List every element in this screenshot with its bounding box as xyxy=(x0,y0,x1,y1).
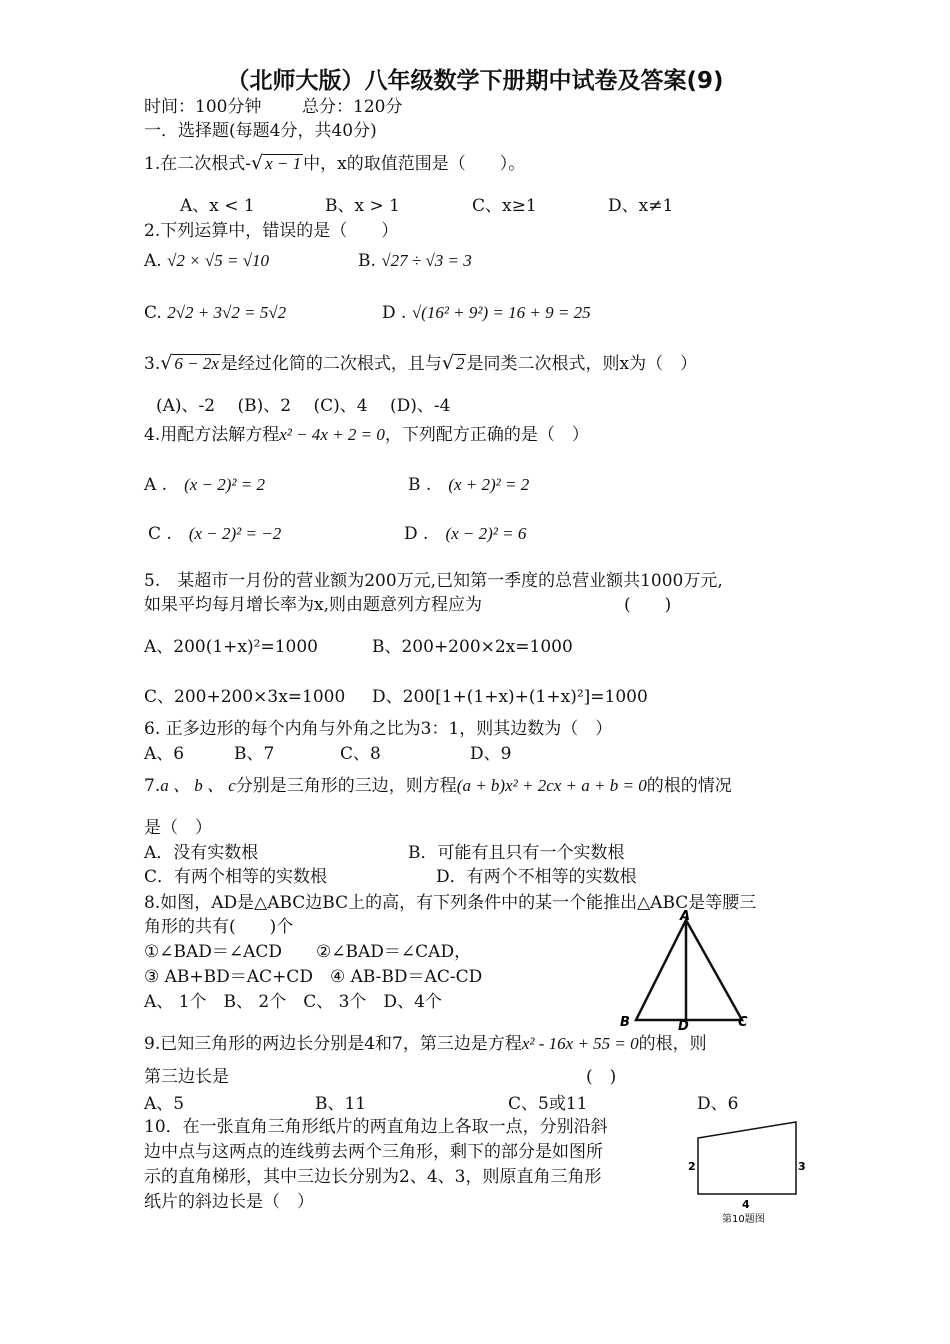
section-heading: 一．选择题(每题4分，共40分) xyxy=(144,121,377,141)
q3-mid: 是经过化简的二次根式，且与 xyxy=(220,354,442,374)
triangle-figure xyxy=(610,908,770,1036)
q9-paren: ( ) xyxy=(586,1067,617,1087)
q3-radicand: 6 − 2x xyxy=(174,354,219,373)
q10-line1: 10．在一张直角三角形纸片的两直角边上各取一点，分别沿斜 xyxy=(144,1117,608,1137)
q1-suffix: 中，x的取值范围是（ ）。 xyxy=(303,154,526,174)
q4-c-label: C . xyxy=(148,524,172,544)
q7-line2: 是（ ） xyxy=(144,818,212,838)
q4-d-label: D . xyxy=(404,524,429,544)
page-title: （北师大版）八年级数学下册期中试卷及答案(9) xyxy=(226,68,724,94)
vertex-label-d: D xyxy=(678,1019,689,1034)
q5-option-a: A、200(1+x)²=1000 xyxy=(144,637,318,657)
q3-options: (A)、-2 (B)、2 (C)、4 (D)、-4 xyxy=(156,396,451,416)
q9-prefix: 9.已知三角形的两边长分别是4和7，第三边是方程 xyxy=(144,1034,522,1054)
q2-a-expr: √2 × √5 = √10 xyxy=(167,251,270,270)
q2-option-a xyxy=(144,250,269,272)
exam-time: 时间：100分钟 xyxy=(144,97,262,117)
q2-d-label: D . xyxy=(382,303,407,323)
q5-option-d: D、200[1+(1+x)+(1+x)²]=1000 xyxy=(372,687,648,707)
q5-line2: 如果平均每月增长率为x,则由题意列方程应为 xyxy=(144,595,482,615)
q4-a-expr: (x − 2)² = 2 xyxy=(184,475,266,494)
q7-mid: 分别是三角形的三边，则方程 xyxy=(235,776,457,796)
q3-radicand2: 2 xyxy=(455,354,465,373)
q7-option-c: C．有两个相等的实数根 xyxy=(144,867,328,887)
q6-stem: 6. 正多边形的每个内角与外角之比为3：1，则其边数为（ ） xyxy=(144,719,613,739)
exam-score: 总分：120分 xyxy=(302,97,403,117)
q7-stem xyxy=(144,775,732,797)
q9-suffix: 的根，则 xyxy=(638,1034,707,1054)
q3-prefix: 3. xyxy=(144,354,161,374)
q6-option-a: A、6 xyxy=(144,744,185,764)
q1-radicand: x − 1 xyxy=(265,154,302,173)
q4-prefix: 4.用配方法解方程 xyxy=(144,425,280,445)
q2-a-label: A. xyxy=(144,251,162,271)
q10-line4: 纸片的斜边长是（ ） xyxy=(144,1192,314,1212)
q7-vars: a 、 b 、 c xyxy=(160,776,236,795)
q4-option-c xyxy=(148,523,281,545)
q7-option-d: D．有两个不相等的实数根 xyxy=(436,867,637,887)
q4-option-d xyxy=(404,523,526,545)
q2-c-expr: 2√2 + 3√2 = 5√2 xyxy=(167,303,287,322)
q4-b-expr: (x + 2)² = 2 xyxy=(448,475,530,494)
q7-option-a: A．没有实数根 xyxy=(144,843,259,863)
q6-option-d: D、9 xyxy=(470,744,512,764)
q4-a-label: A . xyxy=(144,475,168,495)
q8-cond2: ③ AB+BD＝AC+CD ④ AB-BD＝AC-CD xyxy=(144,967,483,987)
q4-d-expr: (x − 2)² = 6 xyxy=(445,524,527,543)
side-label-left: 2 xyxy=(688,1160,696,1173)
q4-option-a xyxy=(144,474,265,496)
q8-cond1: ①∠BAD＝∠ACD ②∠BAD＝∠CAD， xyxy=(144,942,472,962)
q7-option-b: B．可能有且只有一个实数根 xyxy=(408,843,625,863)
q1-option-c: C、x≥1 xyxy=(472,196,537,216)
q8-line1: 8.如图，AD是△ABC边BC上的高，有下列条件中的某一个能推出△ABC是等腰三 xyxy=(144,893,757,913)
q2-option-b xyxy=(358,250,472,272)
q8-line2: 角形的共有( )个 xyxy=(144,917,294,937)
figure-caption: 第10题图 xyxy=(722,1214,765,1225)
q1-option-d: D、x≠1 xyxy=(608,196,674,216)
q1-option-a: A、x < 1 xyxy=(180,196,255,216)
q9-line2: 第三边长是 xyxy=(144,1067,229,1087)
triangle-abc xyxy=(636,920,742,1020)
vertex-label-c: C xyxy=(738,1015,748,1030)
vertex-label-b: B xyxy=(620,1015,630,1030)
q1-prefix: 1.在二次根式- xyxy=(144,154,251,174)
q4-equation: x² − 4x + 2 = 0 xyxy=(279,425,385,444)
q3-suffix: 是同类二次根式，则x为（ ） xyxy=(466,354,698,374)
q9-option-a: A、5 xyxy=(144,1094,185,1114)
q9-equation: x² - 16x + 55 = 0 xyxy=(521,1034,639,1053)
q2-option-c xyxy=(144,302,286,324)
q2-option-d xyxy=(382,302,591,324)
q3-stem xyxy=(144,352,697,375)
q6-option-c: C、8 xyxy=(340,744,381,764)
q9-stem xyxy=(144,1033,707,1055)
q8-options: A、 1个 B、 2个 C、 3个 D、4个 xyxy=(144,992,442,1012)
q7-suffix: 的根的情况 xyxy=(646,776,732,796)
q5-paren: ( ) xyxy=(624,595,672,615)
q1-option-b: B、x > 1 xyxy=(325,196,400,216)
q4-b-label: B . xyxy=(408,475,432,495)
side-label-right: 3 xyxy=(798,1160,806,1173)
radical-sign-icon: √ xyxy=(160,352,173,374)
q6-option-b: B、7 xyxy=(234,744,275,764)
q5-line1: 5. 某超市一月份的营业额为200万元,已知第一季度的总营业额共1000万元, xyxy=(144,571,723,591)
q9-option-d: D、6 xyxy=(697,1094,739,1114)
q7-equation: (a + b)x² + 2cx + a + b = 0 xyxy=(456,776,647,795)
q4-suffix: ，下列配方正确的是（ ） xyxy=(384,425,589,445)
q9-option-b: B、11 xyxy=(315,1094,367,1114)
radical-sign-icon: √ xyxy=(441,352,454,374)
q1-stem xyxy=(144,152,525,175)
q9-option-c: C、5或11 xyxy=(508,1094,588,1114)
vertex-label-a: A xyxy=(680,909,691,924)
q2-d-expr: √(16² + 9²) = 16 + 9 = 25 xyxy=(411,303,591,322)
trapezoid-figure xyxy=(682,1118,812,1230)
q7-prefix: 7. xyxy=(144,776,161,796)
q10-line2: 边中点与这两点的连线剪去两个三角形，剩下的部分是如图所 xyxy=(144,1142,603,1162)
q2-c-label: C. xyxy=(144,303,162,323)
q4-c-expr: (x − 2)² = −2 xyxy=(188,524,282,543)
right-trapezoid xyxy=(698,1122,796,1194)
q4-option-b xyxy=(408,474,529,496)
q2-b-expr: √27 ÷ √3 = 3 xyxy=(381,251,472,270)
q10-line3: 示的直角梯形，其中三边长分别为2、4、3，则原直角三角形 xyxy=(144,1167,602,1187)
q5-option-c: C、200+200×3x=1000 xyxy=(144,687,346,707)
q4-stem xyxy=(144,424,589,446)
q5-option-b: B、200+200×2x=1000 xyxy=(372,637,573,657)
q2-stem: 2.下列运算中，错误的是（ ） xyxy=(144,221,399,241)
q2-b-label: B. xyxy=(358,251,376,271)
radical-sign-icon: √ xyxy=(250,152,264,174)
side-label-bottom: 4 xyxy=(742,1198,750,1211)
